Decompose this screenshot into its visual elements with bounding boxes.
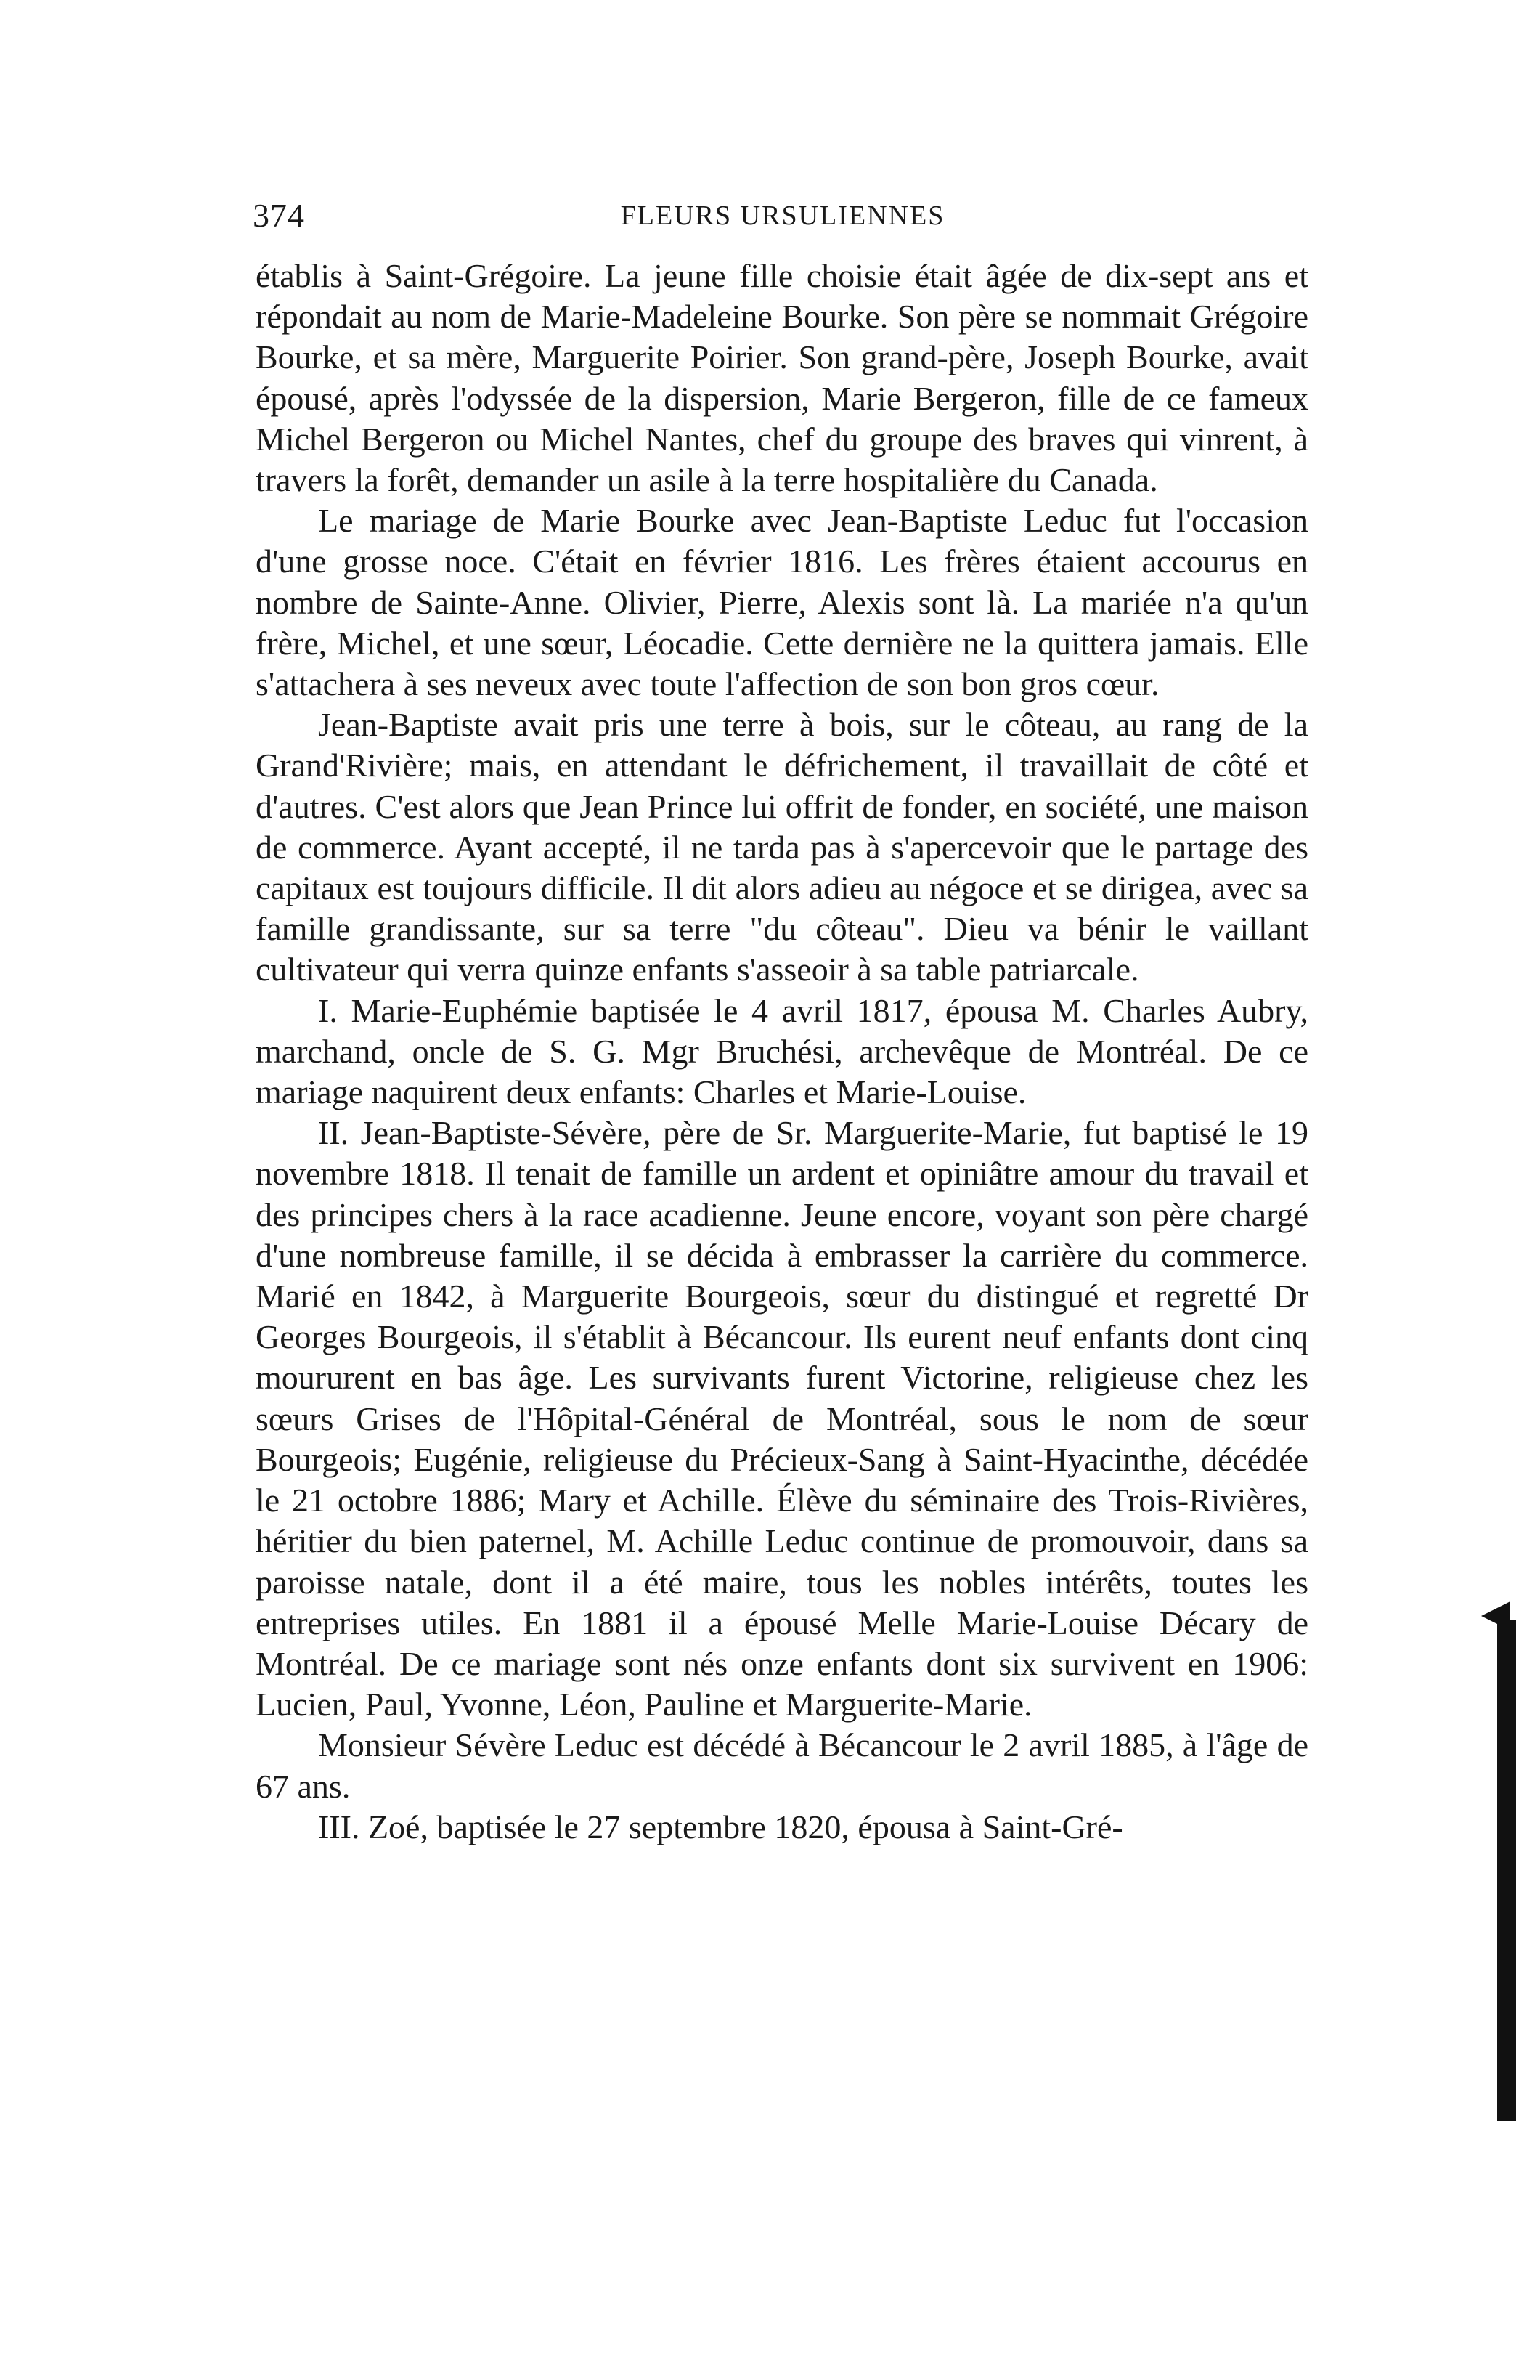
running-title: FLEURS URSULIENNES <box>620 200 945 231</box>
page-number: 374 <box>253 197 305 234</box>
binding-edge <box>1497 1620 1516 2121</box>
page-header <box>253 190 1313 241</box>
paragraph-severe-death: Monsieur Sévère Leduc est décédé à Bécancour le 2 avril 1885, à l'âge de 67 ans. <box>256 1726 1308 1805</box>
paragraph-child-3: III. Zoé, baptisée le 27 septembre 1820, épousa à Saint-Gré- <box>318 1808 1123 1845</box>
paragraph-jean-baptiste: Jean-Baptiste avait pris une terre à bois, sur le côteau, au rang de la Grand'Rivière; mais, en attendant le défrichement, il travaillait de côté et d'autres. C'est alors que Jean Prince lui offrit de fonder, en société, une maison de commerce. Ayant accepté, il ne tarda pas à s'apercevoir que le partage des capitaux est toujours difficile. Il dit alors adieu au négoce et se dirigea, avec sa famille grandissante, sur sa terre "du côteau". Dieu va bénir le vaillant cultivateur qui verra quinze enfants s'asseoir à sa table patriarcale. <box>256 706 1308 988</box>
paragraph-child-1: I. Marie-Euphémie baptisée le 4 avril 1817, épousa M. Charles Aubry, marchand, oncle de S. G. Mgr Bruchési, archevêque de Montréal. De ce mariage naquirent deux enfants: Charles et Marie-Louise. <box>256 991 1308 1111</box>
paragraph-child-2: II. Jean-Baptiste-Sévère, père de Sr. Marguerite-Marie, fut baptisé le 19 novembre 1818. Il tenait de famille un ardent et opiniâtre amour du travail et des principes chers à la race acadienne. Jeune encore, voyant son père chargé d'une nombreuse famille, il se décida à embrasser la carrière du commerce. Marié en 1842, à Marguerite Bourgeois, sœur du distingué et regretté Dr Georges Bourgeois, il s'établit à Bécancour. Ils eurent neuf enfants dont cinq moururent en bas âge. Les survivants furent Victorine, religieuse chez les sœurs Grises de l'Hôpital-Général de Montréal, sous le nom de sœur Bourgeois; Eugénie, religieuse du Précieux-Sang à Saint-Hyacinthe, décédée le 21 octobre 1886; Mary et Achille. Élève du séminaire des Trois-Rivières, héritier du bien paternel, M. Achille Leduc continue de promouvoir, dans sa paroisse natale, dont il a été maire, tous les nobles intérêts, toutes les entreprises utiles. En 1881 il a épousé Melle Marie-Louise Décary de Montréal. De ce mariage sont nés onze enfants dont six survivent en 1906: Lucien, Paul, Yvonne, Léon, Pauline et Marguerite-Marie. <box>256 1114 1308 1723</box>
paragraph-wedding: Le mariage de Marie Bourke avec Jean-Baptiste Leduc fut l'occasion d'une grosse noce. C'était en février 1816. Les frères étaient accourus en nombre de Sainte-Anne. Olivier, Pierre, Alexis sont là. La mariée n'a qu'un frère, Michel, et une sœur, Léocadie. Cette dernière ne la quittera jamais. Elle s'attachera à ses neveux avec toute l'affection de son bon gros cœur. <box>256 502 1308 703</box>
paragraph-continuation: établis à Saint-Grégoire. La jeune fille choisie était âgée de dix-sept ans et répondait au nom de Marie-Madeleine Bourke. Son père se nommait Grégoire Bourke, et sa mère, Marguerite Poirier. Son grand-père, Joseph Bourke, avait épousé, après l'odyssée de la dispersion, Marie Bergeron, fille de ce fameux Michel Bergeron ou Michel Nantes, chef du groupe des braves qui vinrent, à travers la forêt, demander un asile à la terre hospitalière du Canada. <box>256 257 1308 499</box>
body-text <box>256 256 1308 1848</box>
